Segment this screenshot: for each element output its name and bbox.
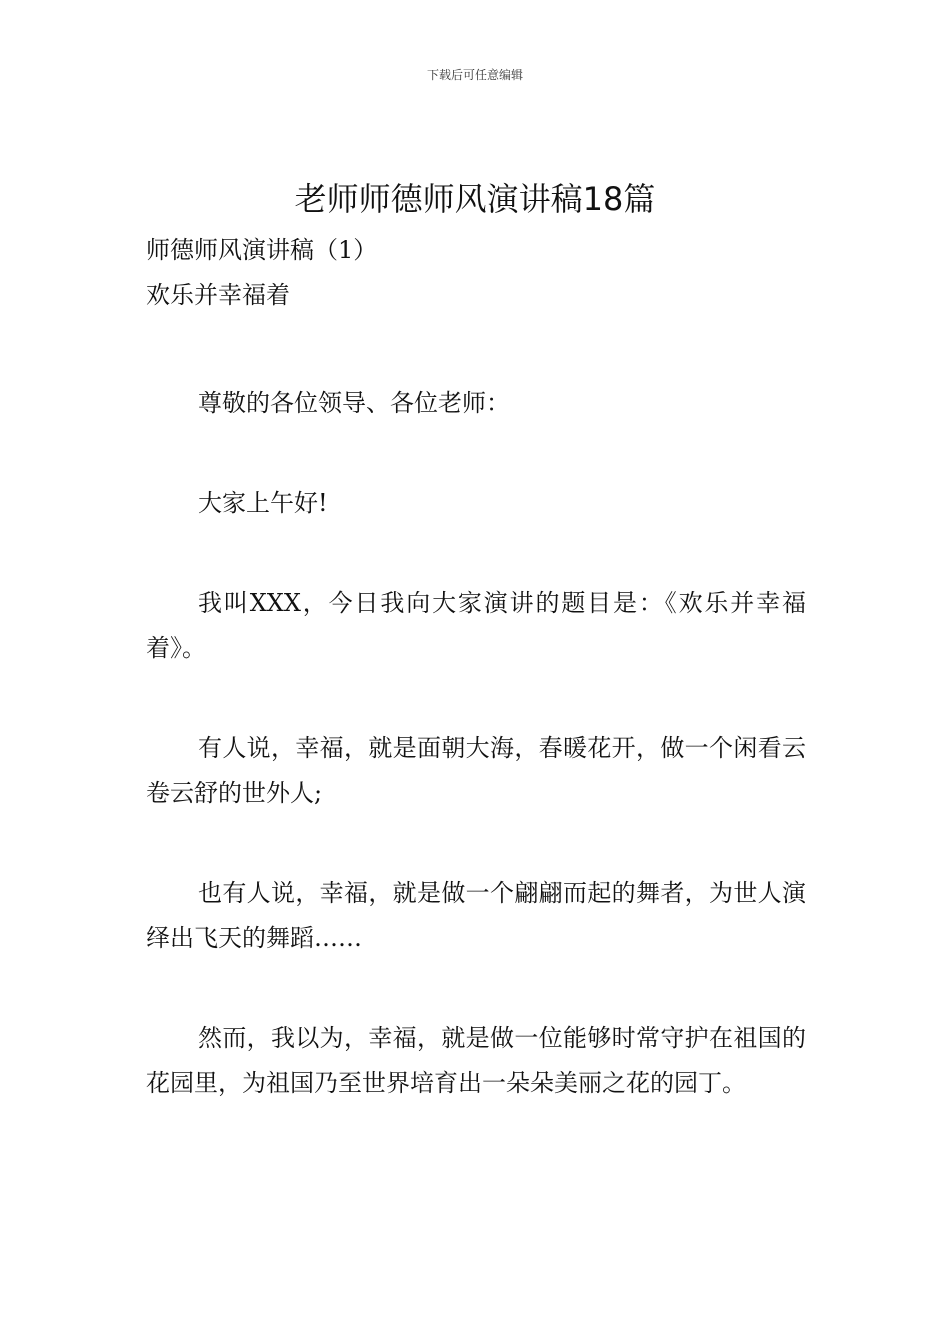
spacer [146,318,806,381]
paragraph-happiness-view-1: 有人说，幸福，就是面朝大海，春暖花开，做一个闲看云卷云舒的世外人; [146,734,806,807]
header-note: 下载后可任意编辑 [426,68,523,82]
spacer [146,526,806,581]
paragraph-happiness-view-3: 然而，我以为，幸福，就是做一位能够时常守护在祖国的花园里，为祖国乃至世界培育出一朵朵美丽之花的园丁。 [146,1024,806,1097]
paragraph-greeting: 大家上午好! [198,489,328,517]
paragraph-happiness-view-2: 也有人说，幸福，就是做一个翩翩而起的舞者，为世人演绎出飞天的舞蹈…… [146,879,806,952]
document-title: 老师师德师风演讲稿18篇 [294,180,656,218]
document-body [146,228,806,1106]
paragraph-salutation: 尊敬的各位领导、各位老师： [198,389,510,417]
speech-title: 欢乐并幸福着 [146,281,290,309]
spacer [146,426,806,481]
paragraph-introduction: 我叫XXX，今日我向大家演讲的题目是：《欢乐并幸福着》。 [146,589,806,662]
spacer [146,671,806,726]
section-heading: 师德师风演讲稿（1） [146,236,378,264]
spacer [146,961,806,1016]
spacer [146,816,806,871]
